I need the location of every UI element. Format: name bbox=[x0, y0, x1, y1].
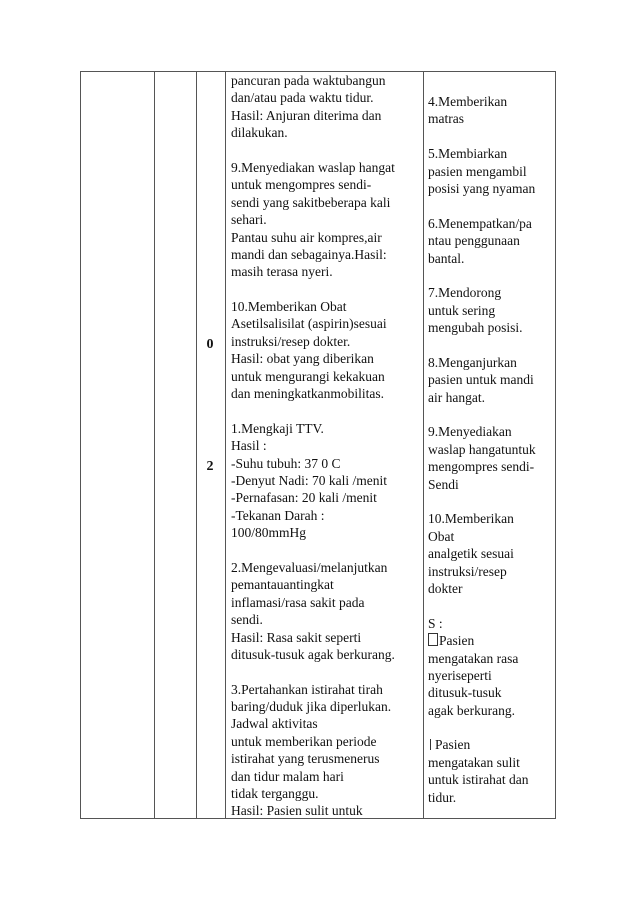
text-line: sendi. bbox=[231, 612, 263, 628]
text-line: 100/80mmHg bbox=[231, 525, 307, 541]
column-divider bbox=[225, 72, 226, 818]
plan-paragraph bbox=[428, 93, 556, 128]
text-line: posisi yang nyaman bbox=[428, 180, 536, 196]
column-divider bbox=[423, 72, 424, 818]
text-line: Jadwal aktivitas bbox=[231, 716, 318, 732]
plan-paragraph bbox=[428, 284, 556, 336]
plan-column bbox=[428, 93, 556, 806]
subjective-label: S : bbox=[428, 615, 443, 631]
row-number: 0 bbox=[206, 337, 214, 352]
text-line: 5.Membiarkan bbox=[428, 146, 508, 162]
text-line: pancuran pada waktubangun bbox=[231, 73, 386, 88]
text-line: analgetik sesuai bbox=[428, 546, 514, 562]
text-line: Pantau suhu air kompres,air bbox=[231, 229, 382, 245]
text-line: 9.Menyediakan waslap hangat bbox=[231, 159, 395, 175]
text-line: Hasil: Pasien sulit untuk bbox=[231, 803, 363, 819]
plan-paragraph bbox=[428, 145, 556, 197]
text-line: mengatakan sulit bbox=[428, 754, 520, 770]
text-line: dilakukan. bbox=[231, 125, 288, 141]
text-line: agak berkurang. bbox=[428, 702, 515, 718]
text-line: Hasil: obat yang diberikan bbox=[231, 351, 374, 367]
text-line: istirahat yang terusmenerus bbox=[231, 751, 380, 767]
text-line: untuk mengompres sendi- bbox=[231, 177, 372, 193]
action-column bbox=[231, 72, 421, 820]
text-line: untuk mengurangi kekakuan bbox=[231, 368, 385, 384]
action-paragraph bbox=[231, 72, 421, 142]
text-line: matras bbox=[428, 111, 464, 127]
text-line: 3.Pertahankan istirahat tirah bbox=[231, 681, 383, 697]
action-paragraph bbox=[231, 681, 421, 820]
text-line bbox=[428, 632, 556, 649]
plan-paragraph bbox=[428, 354, 556, 406]
plan-paragraph bbox=[428, 510, 556, 597]
text-line: mengatakan rasa bbox=[428, 650, 519, 666]
action-paragraph bbox=[231, 559, 421, 663]
text-line: ntau penggunaan bbox=[428, 233, 520, 249]
text-line: pasien mengambil bbox=[428, 163, 527, 179]
text-line: mengubah posisi. bbox=[428, 320, 523, 336]
text-line: instruksi/resep dokter. bbox=[231, 333, 351, 349]
text-line: -Suhu tubuh: 37 0 C bbox=[231, 455, 341, 471]
text-line: dan/atau pada waktu tidur. bbox=[231, 90, 374, 106]
text-line: dokter bbox=[428, 580, 463, 596]
checkbox-square-icon bbox=[428, 633, 438, 646]
text-line: untuk memberikan periode bbox=[231, 733, 377, 749]
text-line: nyeriseperti bbox=[428, 667, 492, 683]
text-line: 10.Memberikan Obat bbox=[231, 299, 347, 315]
text-line: pasien untuk mandi bbox=[428, 372, 534, 388]
plan-paragraph bbox=[428, 215, 556, 267]
action-paragraph bbox=[231, 159, 421, 281]
text-line: 1.Mengkaji TTV. bbox=[231, 420, 324, 436]
text-line: Sendi bbox=[428, 476, 459, 492]
text-line: -Pernafasan: 20 kali /menit bbox=[231, 490, 377, 506]
text-line: Asetilsalisilat (aspirin)sesuai bbox=[231, 316, 387, 332]
text-line: 10.Memberikan bbox=[428, 511, 514, 527]
action-paragraph bbox=[231, 298, 421, 402]
text-line: 4.Memberikan bbox=[428, 94, 508, 109]
text-line: Obat bbox=[428, 528, 455, 544]
text-line: ditusuk-tusuk agak berkurang. bbox=[231, 646, 395, 662]
text-line: mengompres sendi- bbox=[428, 459, 535, 475]
text-line: tidur. bbox=[428, 789, 457, 805]
care-plan-table bbox=[80, 71, 556, 819]
text-line: -Tekanan Darah : bbox=[231, 507, 325, 523]
text-line: tidak terganggu. bbox=[231, 786, 319, 802]
text-line: waslap hangatuntuk bbox=[428, 441, 536, 457]
text-line: 2.Mengevaluasi/melanjutkan bbox=[231, 559, 388, 575]
text-line bbox=[428, 736, 556, 753]
text-line: untuk sering bbox=[428, 302, 496, 318]
text-line: dan meningkatkanmobilitas. bbox=[231, 386, 384, 402]
text-line: instruksi/resep bbox=[428, 563, 507, 579]
text-line: -Denyut Nadi: 70 kali /menit bbox=[231, 472, 387, 488]
action-paragraph bbox=[231, 420, 421, 542]
text-line: masih terasa nyeri. bbox=[231, 264, 333, 280]
text-line: 7.Mendorong bbox=[428, 285, 502, 301]
text-line: Hasil: Rasa sakit seperti bbox=[231, 629, 362, 645]
text-line: dan tidur malam hari bbox=[231, 768, 344, 784]
text-line: 9.Menyediakan bbox=[428, 424, 512, 440]
row-number: 2 bbox=[206, 459, 214, 474]
text-line: air hangat. bbox=[428, 389, 485, 405]
text-line: inflamasi/rasa sakit pada bbox=[231, 594, 365, 610]
bar-glyph-icon bbox=[430, 739, 431, 750]
plan-paragraph bbox=[428, 423, 556, 493]
text-line: ditusuk-tusuk bbox=[428, 685, 502, 701]
column-divider bbox=[196, 72, 197, 818]
text-line: untuk istirahat dan bbox=[428, 772, 529, 788]
text-line: 8.Menganjurkan bbox=[428, 354, 517, 370]
text-span: Pasien bbox=[439, 633, 475, 649]
text-line: Hasil : bbox=[231, 438, 267, 454]
text-line: sendi yang sakitbeberapa kali bbox=[231, 194, 391, 210]
text-line: baring/duduk jika diperlukan. bbox=[231, 699, 392, 715]
column-divider bbox=[154, 72, 155, 818]
text-line: sehari. bbox=[231, 212, 267, 228]
text-line: bantal. bbox=[428, 250, 465, 266]
text-span: Pasien bbox=[435, 737, 471, 753]
text-line: 6.Menempatkan/pa bbox=[428, 215, 532, 231]
text-line: pemantauantingkat bbox=[231, 577, 334, 593]
text-line: mandi dan sebagainya.Hasil: bbox=[231, 246, 387, 262]
subjective-section bbox=[428, 615, 556, 806]
text-line: Hasil: Anjuran diterima dan bbox=[231, 107, 382, 123]
